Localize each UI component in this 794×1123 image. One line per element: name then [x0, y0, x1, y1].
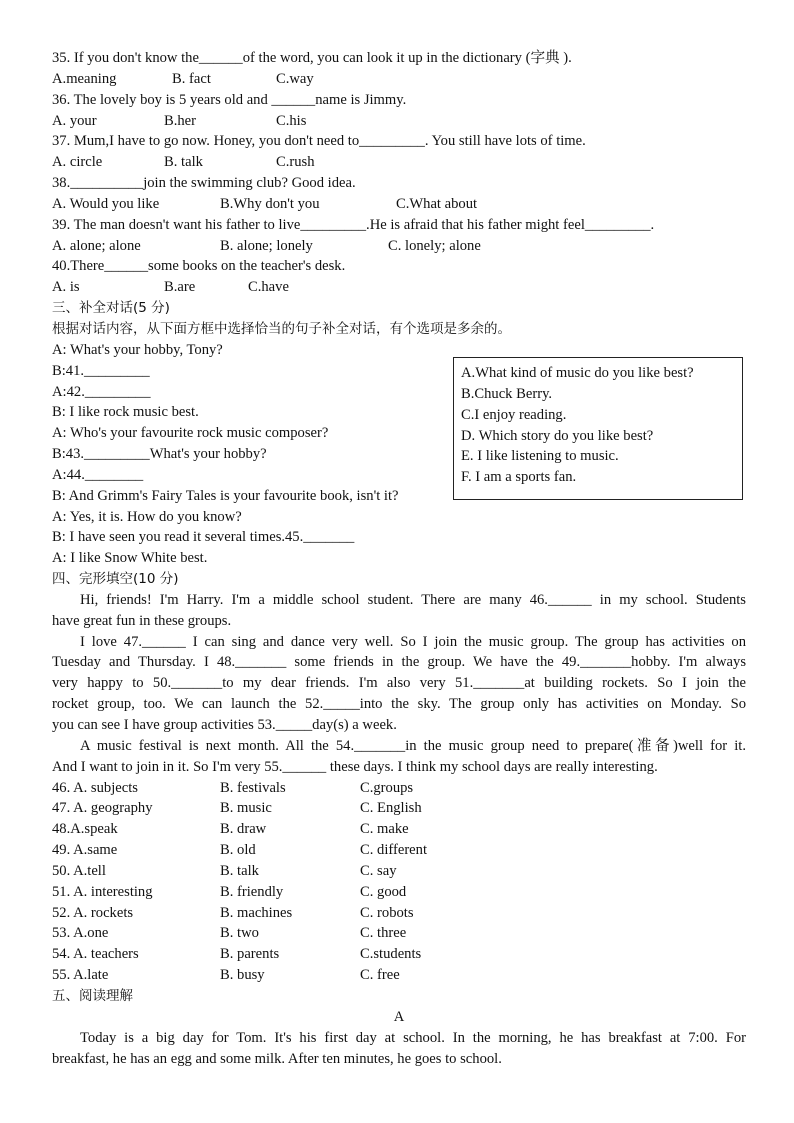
option-a: 51. A. interesting — [52, 883, 153, 900]
option-b: B. busy — [220, 967, 265, 984]
dialog-line: B: I have seen you read it several times.45._______ — [52, 529, 355, 546]
cloze-section — [52, 569, 746, 986]
choice-row-50 — [52, 861, 746, 882]
question-38: 38.__________join the swimming club? Good idea. — [52, 175, 356, 192]
option-a: 52. A. rockets — [52, 904, 134, 921]
option-c: C. good — [360, 883, 407, 900]
option-c: C. three — [360, 925, 407, 942]
option-a: A. circle — [52, 154, 103, 171]
option-a: A.meaning — [52, 70, 117, 87]
choice-row-55 — [52, 965, 746, 986]
option-a: A. your — [52, 112, 97, 129]
option-c: C. free — [360, 967, 400, 984]
option-b: B.Why don't you — [220, 195, 320, 212]
dialog-line: A: I like Snow White best. — [52, 550, 208, 567]
options-35 — [52, 69, 746, 90]
text-line: Tuesday and Thursday. I 48._______ some friends in the group. We have the 49._______hobby. I'm always — [52, 654, 746, 671]
text-line: And I want to join in it. So I'm very 55.______ these days. I think my school days are really interesting. — [52, 758, 658, 775]
option-item: C.I enjoy reading. — [461, 406, 567, 423]
option-a: 54. A. teachers — [52, 946, 139, 963]
dialog-line: B:41._________ — [52, 362, 150, 379]
option-b: B. two — [220, 925, 259, 942]
text-line: have great fun in these groups. — [52, 612, 232, 629]
text-line: rocket group, too. We can launch the 52._____into the sky. The group only has activities on Monday. So — [52, 696, 746, 713]
option-a: 46. A. subjects — [52, 779, 138, 796]
option-c: C.way — [276, 70, 314, 87]
dialog-options-box — [453, 357, 743, 500]
text-line: Hi, friends! I'm Harry. I'm a middle school student. There are many 46.______ in my school. Students — [80, 591, 746, 608]
option-c: C. say — [360, 862, 397, 879]
option-c: C. make — [360, 821, 409, 838]
option-item: B.Chuck Berry. — [461, 385, 553, 402]
options-40 — [52, 277, 746, 298]
text-line: I love 47.______ I can sing and dance very well. So I join the music group. The group has activities on — [80, 633, 746, 650]
text-line: very happy to 50._______to my dear friends. I'm also very 51._______at building rockets. So I join the — [52, 675, 746, 692]
dialog-line: A: Yes, it is. How do you know? — [52, 508, 242, 525]
option-b: B. parents — [220, 946, 280, 963]
choice-row-54 — [52, 944, 746, 965]
option-item: A.What kind of music do you like best? — [461, 365, 694, 381]
option-a: A. is — [52, 279, 80, 296]
option-c: C. robots — [360, 904, 414, 921]
option-b: B.are — [164, 279, 196, 296]
option-item: D. Which story do you like best? — [461, 427, 654, 444]
choice-row-49 — [52, 840, 746, 861]
reading-section — [52, 986, 746, 1069]
option-a: 48.A.speak — [52, 821, 118, 838]
cloze-paragraph-3 — [52, 736, 746, 778]
section-3-title: 三、补全对话(5 分) — [52, 300, 170, 317]
options-36 — [52, 111, 746, 132]
option-c: C. English — [360, 800, 422, 817]
option-b: B. alone; lonely — [220, 237, 313, 254]
option-a: 47. A. geography — [52, 800, 153, 817]
option-b: B. talk — [164, 154, 203, 171]
dialog-line: A:44.________ — [52, 466, 144, 483]
options-38 — [52, 194, 746, 215]
option-a: A. Would you like — [52, 195, 160, 212]
question-39: 39. The man doesn't want his father to live_________.He is afraid that his father might feel_________. — [52, 216, 655, 233]
option-a: 49. A.same — [52, 842, 118, 859]
dialog-line: B:43._________What's your hobby? — [52, 446, 267, 463]
option-a: 53. A.one — [52, 925, 109, 942]
option-b: B. talk — [220, 862, 259, 879]
option-b: B. fact — [172, 70, 211, 87]
cloze-paragraph-2 — [52, 632, 746, 736]
option-c: C. different — [360, 842, 428, 859]
option-c: C. lonely; alone — [388, 237, 481, 254]
text-line: Today is a big day for Tom. It's his first day at school. In the morning, he has breakfast at 7:00. For — [80, 1029, 746, 1046]
choice-row-53 — [52, 923, 746, 944]
question-35: 35. If you don't know the______of the word, you can look it up in the dictionary (字典 ). — [52, 50, 572, 66]
section-4-title: 四、完形填空(10 分) — [52, 571, 179, 588]
option-a: 55. A.late — [52, 967, 109, 984]
choice-row-47 — [52, 798, 746, 819]
section-5-title: 五、阅读理解 — [52, 987, 133, 1004]
option-c: C.have — [248, 279, 289, 296]
question-36: 36. The lovely boy is 5 years old and ______name is Jimmy. — [52, 91, 407, 108]
choice-row-46 — [52, 778, 746, 799]
dialog-line: B: I like rock music best. — [52, 404, 199, 421]
dialog-line: A: What's your hobby, Tony? — [52, 341, 223, 358]
dialog-line: A:42._________ — [52, 383, 151, 400]
question-37: 37. Mum,I have to go now. Honey, you don't need to_________. You still have lots of time. — [52, 133, 586, 150]
option-b: B. draw — [220, 821, 267, 838]
option-c: C.his — [276, 112, 307, 129]
multiple-choice-section — [52, 48, 746, 298]
text-line: breakfast, he has an egg and some milk. After ten minutes, he goes to school. — [52, 1050, 502, 1067]
question-40: 40.There______some books on the teacher's desk. — [52, 258, 346, 275]
option-b: B. festivals — [220, 779, 286, 796]
options-37 — [52, 152, 746, 173]
option-b: B. friendly — [220, 883, 284, 900]
options-39 — [52, 236, 746, 257]
dialog-line: A: Who's your favourite rock music composer? — [52, 425, 329, 442]
choice-row-51 — [52, 882, 746, 903]
option-b: B. machines — [220, 904, 293, 921]
option-c: C.What about — [396, 195, 478, 212]
dialog-line: B: And Grimm's Fairy Tales is your favourite book, isn't it? — [52, 487, 399, 504]
option-c: C.students — [360, 946, 422, 963]
option-item: E. I like listening to music. — [461, 448, 619, 465]
text-line: you can see I have group activities 53._____day(s) a week. — [52, 717, 397, 733]
option-a: A. alone; alone — [52, 237, 141, 254]
text-line: A music festival is next month. All the 54._______in the music group need to prepare(准备)well for it. — [80, 737, 746, 754]
option-b: B. music — [220, 800, 272, 817]
section-3-instruction: 根据对话内容，从下面方框中选择恰当的句子补全对话，有个选项是多余的。 — [52, 320, 511, 337]
passage-label: A — [393, 1008, 405, 1025]
option-a: 50. A.tell — [52, 862, 106, 879]
option-c: C.rush — [276, 154, 315, 171]
cloze-paragraph-1 — [52, 590, 746, 632]
option-b: B.her — [164, 112, 197, 129]
choice-row-52 — [52, 903, 746, 924]
choice-row-48 — [52, 819, 746, 840]
option-c: C.groups — [360, 779, 414, 796]
cloze-choices — [52, 778, 746, 986]
option-b: B. old — [220, 842, 256, 859]
option-item: F. I am a sports fan. — [461, 469, 577, 486]
worksheet-page — [52, 48, 746, 1069]
